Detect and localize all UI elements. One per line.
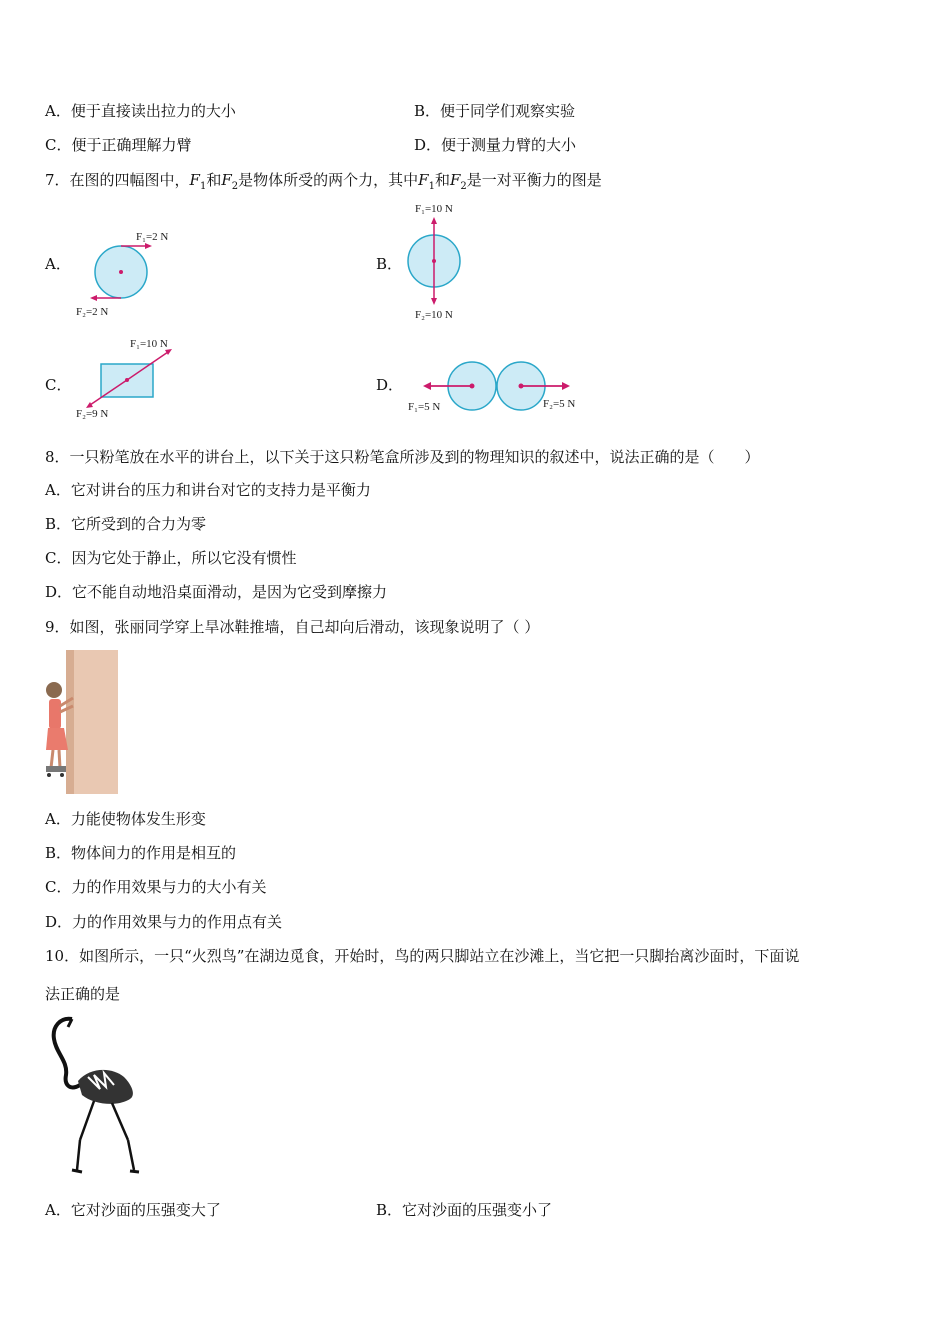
fig-d-f2-label: F₂=5 N <box>543 398 576 410</box>
girl-pushing-wall-illustration <box>40 648 125 798</box>
q7-label-a: A． <box>45 255 71 273</box>
q8-option-b: B．它所受到的合力为零 <box>45 515 207 533</box>
figure-b-diagram <box>395 200 485 325</box>
figure-d-diagram <box>400 355 600 420</box>
q8-option-c: C．因为它处于静止，所以它没有惯性 <box>45 549 297 567</box>
q7-label-d: D． <box>376 376 404 394</box>
q8-option-d: D．它不能自动地沿桌面滑动，是因为它受到摩擦力 <box>45 583 388 601</box>
q6-option-b: B．便于同学们观察实验 <box>414 102 576 120</box>
q10-option-b: B．它对沙面的压强变小了 <box>376 1201 553 1219</box>
fig-a-f1-label: F₁=2 N <box>136 231 169 243</box>
fig-b-f2-label: F₂=10 N <box>415 309 453 321</box>
fig-b-f1-label: F₁=10 N <box>415 203 453 215</box>
q10-option-a: A．它对沙面的压强变大了 <box>45 1201 221 1219</box>
q9-option-b: B．物体间力的作用是相互的 <box>45 844 237 862</box>
q6-option-a: A．便于直接读出拉力的大小 <box>45 102 236 120</box>
q8-option-a: A．它对讲台的压力和讲台对它的支持力是平衡力 <box>45 481 371 499</box>
q10-stem-line2: 法正确的是 <box>45 985 121 1003</box>
q9-option-a: A．力能使物体发生形变 <box>45 810 206 828</box>
fig-a-f2-label: F₂=2 N <box>76 306 109 318</box>
q9-option-d: D．力的作用效果与力的作用点有关 <box>45 913 283 931</box>
fig-d-f1-label: F₁=5 N <box>408 401 441 413</box>
q9-option-c: C．力的作用效果与力的大小有关 <box>45 878 267 896</box>
fig-c-f2-label: F₂=9 N <box>76 408 109 420</box>
q9-stem: 9．如图，张丽同学穿上旱冰鞋推墙，自己却向后滑动，该现象说明了（ ） <box>45 618 540 636</box>
q7-label-c: C． <box>45 376 72 394</box>
q7-stem: 7．在图的四幅图中，$F_1$和$F_2$是物体所受的两个力，其中$F_1$和$F_2$是一对平衡力的图是 <box>45 171 602 192</box>
figure-c-diagram <box>70 335 190 425</box>
q7-label-b: B． <box>376 255 403 273</box>
flamingo-illustration <box>42 1015 142 1180</box>
q10-stem-line1: 10．如图所示，一只“火烈鸟”在湖边觅食，开始时，鸟的两只脚站立在沙滩上，当它把一只脚抬离沙面时，下面说 <box>45 947 800 965</box>
q6-option-d: D．便于测量力臂的大小 <box>414 136 577 154</box>
q8-stem: 8．一只粉笔放在水平的讲台上，以下关于这只粉笔盒所涉及到的物理知识的叙述中，说法正确的是（ ） <box>45 448 760 466</box>
fig-c-f1-label: F₁=10 N <box>130 338 168 350</box>
figure-a-diagram <box>70 225 190 320</box>
q6-option-c: C．便于正确理解力臂 <box>45 136 192 154</box>
